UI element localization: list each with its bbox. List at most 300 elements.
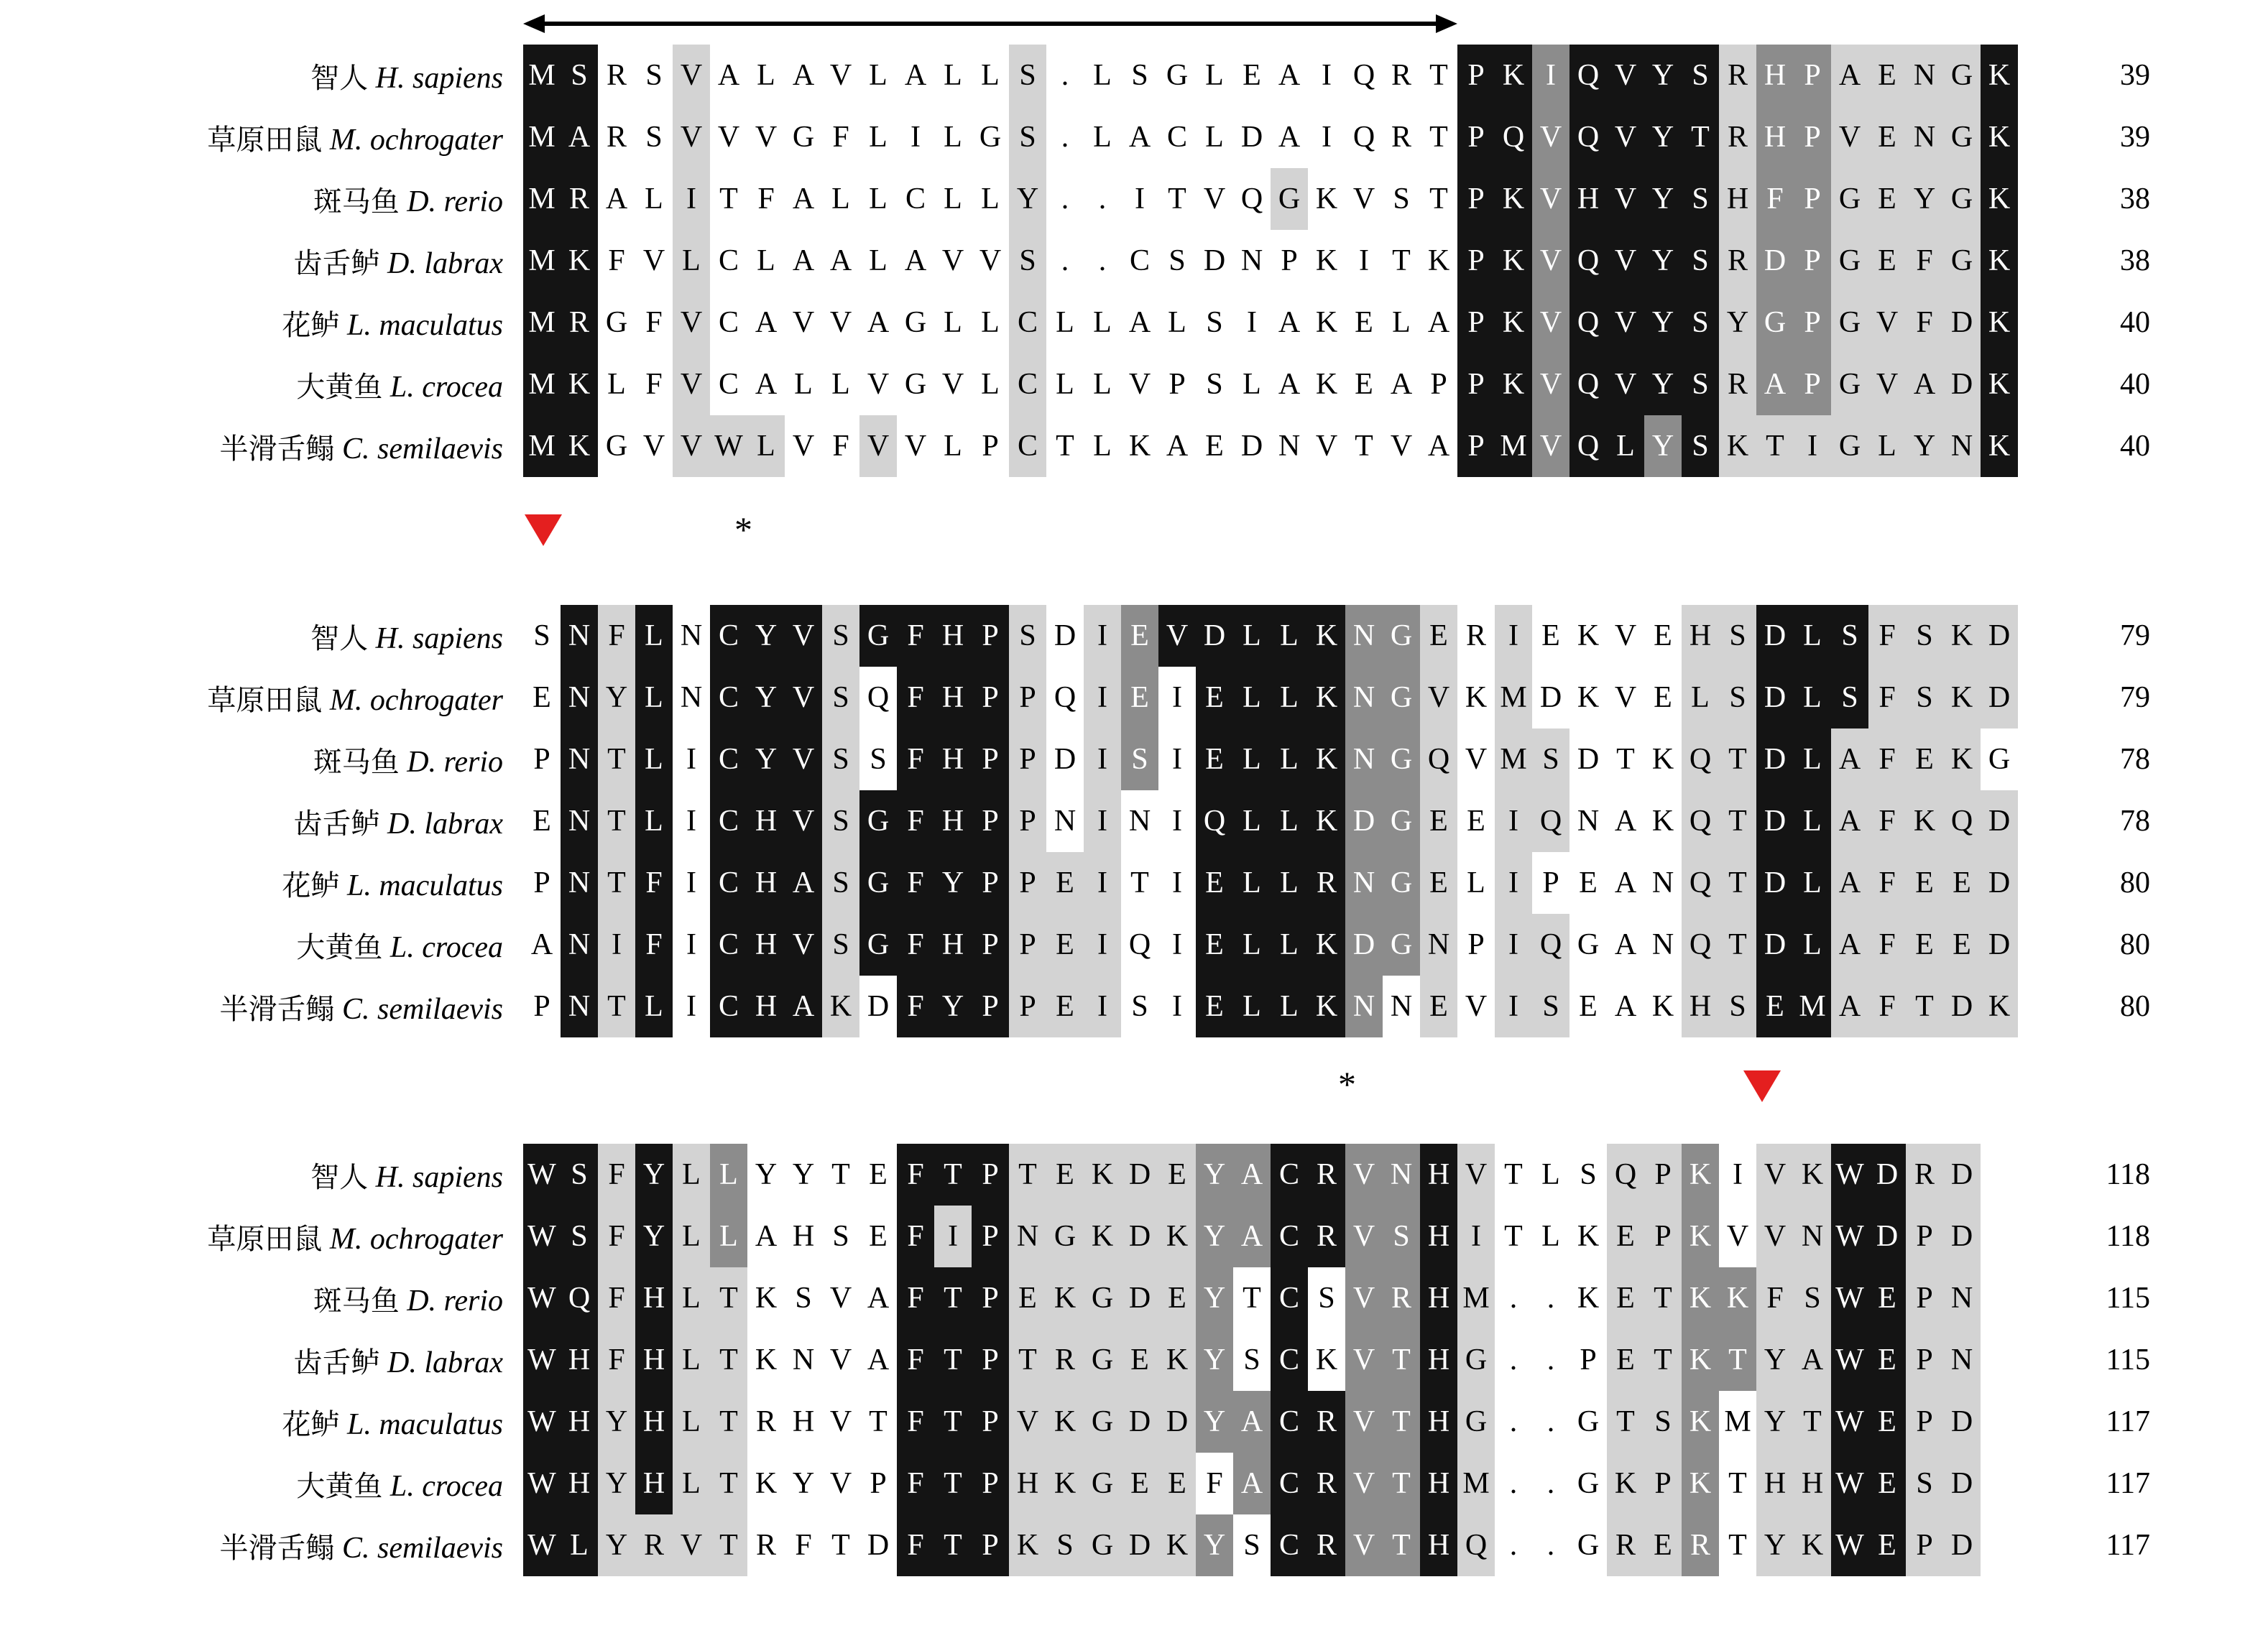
- residue-cell: Y: [598, 1453, 635, 1514]
- species-label: [0, 1216, 523, 1257]
- residue-cell: S: [822, 852, 859, 914]
- residue-cell: L: [859, 106, 897, 168]
- residue-cell: A: [859, 292, 897, 353]
- species-label-latin: L. maculatus: [339, 308, 503, 342]
- residue-cell: K: [1943, 667, 1981, 728]
- residue-cell: L: [635, 168, 673, 230]
- residue-cell: H: [785, 1206, 822, 1267]
- residue-cell: E: [1644, 667, 1682, 728]
- residue-cell: L: [1794, 667, 1831, 728]
- residue-cell: A: [1271, 292, 1308, 353]
- residue-cell: W: [710, 415, 747, 477]
- residue-cell: F: [598, 605, 635, 667]
- residue-cell: K: [1569, 667, 1607, 728]
- residue-cell: E: [1569, 976, 1607, 1037]
- residue-cell: E: [1868, 1514, 1906, 1576]
- residue-cell: L: [1046, 292, 1084, 353]
- species-label-latin: C. semilaevis: [334, 432, 503, 466]
- residue-cell: L: [1233, 914, 1271, 976]
- residue-cell: P: [972, 728, 1009, 790]
- residue-cell: P: [972, 667, 1009, 728]
- residue-cell: I: [673, 728, 710, 790]
- residue-cell: .: [1495, 1391, 1532, 1453]
- residue-cell: Y: [635, 1206, 673, 1267]
- residue-cell: S: [1719, 667, 1756, 728]
- residue-cell: P: [972, 1206, 1009, 1267]
- residue-cell: E: [859, 1206, 897, 1267]
- species-label-latin: C. semilaevis: [334, 992, 503, 1026]
- residue-cell: L: [1794, 728, 1831, 790]
- residue-cell: V: [822, 45, 859, 106]
- residue-cell: G: [1981, 728, 2018, 790]
- species-label: [0, 302, 523, 343]
- species-label-latin: D. rerio: [399, 185, 503, 218]
- residue-sequence: [523, 292, 2018, 353]
- residue-cell: F: [897, 1206, 934, 1267]
- species-label-cn: 花鲈: [282, 1407, 340, 1441]
- residue-cell: N: [1345, 976, 1383, 1037]
- residue-cell: T: [1719, 728, 1756, 790]
- species-label: [0, 364, 523, 405]
- residue-cell: M: [1495, 415, 1532, 477]
- residue-cell: V: [1196, 168, 1233, 230]
- residue-cell: S: [1233, 1329, 1271, 1391]
- residue-cell: T: [1046, 415, 1084, 477]
- species-label-latin: H. sapiens: [368, 61, 503, 95]
- residue-cell: S: [1794, 1267, 1831, 1329]
- residue-cell: A: [1271, 106, 1308, 168]
- residue-cell: K: [1308, 353, 1345, 415]
- residue-cell: K: [1495, 292, 1532, 353]
- residue-cell: M: [1457, 1453, 1495, 1514]
- residue-cell: K: [1644, 976, 1682, 1037]
- residue-cell: F: [897, 605, 934, 667]
- species-label-cn: 齿舌鲈: [293, 1346, 380, 1379]
- residue-cell: N: [1420, 914, 1457, 976]
- alignment-row: [0, 168, 2268, 230]
- residue-cell: .: [1084, 230, 1121, 292]
- residue-cell: L: [1607, 415, 1644, 477]
- species-label-latin: L. maculatus: [339, 869, 503, 902]
- residue-cell: S: [635, 106, 673, 168]
- residue-cell: Y: [598, 1391, 635, 1453]
- residue-cell: N: [1046, 790, 1084, 852]
- species-label: [0, 986, 523, 1027]
- residue-cell: L: [598, 353, 635, 415]
- residue-cell: [1981, 1206, 2018, 1267]
- residue-cell: Q: [1569, 353, 1607, 415]
- residue-cell: C: [710, 292, 747, 353]
- residue-cell: A: [1121, 292, 1158, 353]
- residue-cell: E: [859, 1144, 897, 1206]
- residue-cell: H: [1569, 168, 1607, 230]
- residue-cell: L: [972, 168, 1009, 230]
- residue-cell: D: [1756, 667, 1794, 728]
- residue-cell: Y: [747, 1144, 785, 1206]
- residue-cell: F: [897, 1453, 934, 1514]
- alignment-row: [0, 976, 2268, 1037]
- residue-cell: L: [1084, 353, 1121, 415]
- residue-cell: A: [785, 168, 822, 230]
- residue-cell: K: [1158, 1206, 1196, 1267]
- residue-cell: K: [1794, 1144, 1831, 1206]
- residue-cell: G: [1383, 728, 1420, 790]
- residue-cell: D: [1756, 605, 1794, 667]
- residue-cell: A: [1607, 976, 1644, 1037]
- residue-cell: T: [822, 1144, 859, 1206]
- residue-cell: N: [561, 976, 598, 1037]
- alignment-row: [0, 605, 2268, 667]
- residue-cell: Y: [1644, 353, 1682, 415]
- residue-cell: Y: [1644, 106, 1682, 168]
- residue-cell: D: [1868, 1206, 1906, 1267]
- residue-cell: I: [1457, 1206, 1495, 1267]
- residue-cell: K: [1495, 45, 1532, 106]
- residue-cell: F: [897, 1514, 934, 1576]
- residue-cell: L: [673, 1144, 710, 1206]
- residue-cell: I: [1084, 976, 1121, 1037]
- residue-cell: K: [1046, 1267, 1084, 1329]
- residue-cell: L: [785, 353, 822, 415]
- residue-cell: L: [1794, 605, 1831, 667]
- residue-cell: A: [1233, 1453, 1271, 1514]
- residue-position-number: 79: [2120, 681, 2150, 714]
- residue-cell: I: [1794, 415, 1831, 477]
- residue-cell: V: [1756, 1144, 1794, 1206]
- residue-cell: Y: [598, 1514, 635, 1576]
- residue-cell: E: [1607, 1206, 1644, 1267]
- residue-cell: L: [1196, 106, 1233, 168]
- residue-cell: S: [1906, 667, 1943, 728]
- residue-cell: .: [1532, 1329, 1569, 1391]
- residue-cell: A: [561, 106, 598, 168]
- residue-cell: V: [934, 353, 972, 415]
- residue-cell: S: [1682, 45, 1719, 106]
- residue-cell: F: [1906, 292, 1943, 353]
- species-label-cn: 半滑舌鳎: [219, 992, 335, 1026]
- residue-cell: K: [1308, 667, 1345, 728]
- residue-cell: H: [747, 976, 785, 1037]
- residue-cell: K: [1682, 1267, 1719, 1329]
- residue-cell: V: [1607, 292, 1644, 353]
- species-label: [0, 241, 523, 282]
- residue-cell: P: [1906, 1391, 1943, 1453]
- residue-cell: Y: [1196, 1329, 1233, 1391]
- residue-cell: S: [1831, 667, 1868, 728]
- residue-cell: R: [1719, 106, 1756, 168]
- residue-cell: V: [673, 292, 710, 353]
- residue-cell: Y: [1756, 1514, 1794, 1576]
- residue-cell: D: [1569, 728, 1607, 790]
- residue-cell: K: [1308, 292, 1345, 353]
- residue-cell: N: [1345, 852, 1383, 914]
- residue-cell: P: [972, 1391, 1009, 1453]
- residue-cell: D: [1196, 230, 1233, 292]
- residue-cell: P: [1794, 230, 1831, 292]
- residue-cell: P: [1906, 1267, 1943, 1329]
- residue-cell: V: [1532, 230, 1569, 292]
- residue-cell: K: [1084, 1206, 1121, 1267]
- residue-cell: Q: [1345, 106, 1383, 168]
- residue-cell: N: [561, 790, 598, 852]
- residue-cell: D: [1943, 353, 1981, 415]
- residue-cell: L: [934, 106, 972, 168]
- residue-cell: C: [1009, 292, 1046, 353]
- residue-cell: E: [1196, 728, 1233, 790]
- residue-cell: R: [1719, 353, 1756, 415]
- residue-cell: Y: [1644, 415, 1682, 477]
- residue-cell: L: [1271, 914, 1308, 976]
- residue-cell: A: [859, 1267, 897, 1329]
- residue-cell: G: [1943, 168, 1981, 230]
- residue-cell: N: [561, 914, 598, 976]
- residue-cell: V: [822, 292, 859, 353]
- residue-cell: A: [1607, 790, 1644, 852]
- residue-cell: L: [1233, 790, 1271, 852]
- residue-cell: W: [523, 1453, 561, 1514]
- residue-cell: Q: [1569, 415, 1607, 477]
- residue-cell: W: [523, 1391, 561, 1453]
- residue-cell: G: [1383, 605, 1420, 667]
- residue-cell: K: [1308, 728, 1345, 790]
- residue-cell: C: [1158, 106, 1196, 168]
- residue-cell: T: [1383, 1514, 1420, 1576]
- residue-cell: L: [1532, 1206, 1569, 1267]
- residue-cell: F: [1868, 976, 1906, 1037]
- residue-cell: E: [1868, 106, 1906, 168]
- residue-cell: T: [710, 1329, 747, 1391]
- residue-cell: T: [1719, 852, 1756, 914]
- residue-cell: K: [1009, 1514, 1046, 1576]
- residue-cell: T: [1719, 1453, 1756, 1514]
- residue-cell: T: [710, 1267, 747, 1329]
- residue-sequence: [523, 667, 2018, 728]
- residue-cell: L: [1084, 106, 1121, 168]
- residue-cell: H: [934, 790, 972, 852]
- residue-cell: L: [822, 353, 859, 415]
- residue-cell: G: [1569, 1391, 1607, 1453]
- residue-cell: Y: [785, 1144, 822, 1206]
- residue-cell: S: [822, 914, 859, 976]
- residue-cell: I: [1495, 914, 1532, 976]
- residue-cell: D: [1121, 1267, 1158, 1329]
- residue-cell: D: [1532, 667, 1569, 728]
- residue-cell: P: [523, 728, 561, 790]
- residue-cell: P: [1906, 1329, 1943, 1391]
- species-label-latin: L. maculatus: [339, 1407, 503, 1441]
- residue-cell: P: [972, 415, 1009, 477]
- residue-cell: V: [1420, 667, 1457, 728]
- residue-cell: K: [1308, 914, 1345, 976]
- residue-cell: N: [1345, 728, 1383, 790]
- residue-cell: M: [523, 353, 561, 415]
- residue-cell: .: [1495, 1267, 1532, 1329]
- species-label-cn: 草原田鼠: [207, 1222, 323, 1256]
- residue-cell: V: [822, 1329, 859, 1391]
- residue-cell: H: [934, 667, 972, 728]
- residue-cell: L: [859, 168, 897, 230]
- residue-cell: H: [1682, 605, 1719, 667]
- residue-cell: T: [1383, 1453, 1420, 1514]
- residue-position-number: 80: [2120, 928, 2150, 961]
- residue-cell: H: [785, 1391, 822, 1453]
- residue-cell: P: [972, 790, 1009, 852]
- residue-cell: A: [1158, 415, 1196, 477]
- residue-cell: C: [1271, 1206, 1308, 1267]
- residue-cell: T: [1121, 852, 1158, 914]
- residue-cell: H: [1420, 1453, 1457, 1514]
- residue-cell: S: [1121, 976, 1158, 1037]
- residue-cell: V: [710, 106, 747, 168]
- residue-cell: A: [1607, 914, 1644, 976]
- residue-cell: R: [1457, 605, 1495, 667]
- residue-cell: L: [859, 45, 897, 106]
- residue-cell: V: [1532, 168, 1569, 230]
- residue-cell: G: [1943, 45, 1981, 106]
- species-label: [0, 677, 523, 718]
- residue-cell: G: [785, 106, 822, 168]
- residue-cell: G: [1271, 168, 1308, 230]
- residue-cell: E: [1420, 976, 1457, 1037]
- residue-cell: P: [1794, 168, 1831, 230]
- residue-cell: N: [1271, 415, 1308, 477]
- residue-cell: S: [1569, 1144, 1607, 1206]
- residue-cell: K: [1084, 1144, 1121, 1206]
- residue-cell: T: [1009, 1329, 1046, 1391]
- residue-cell: R: [1308, 1391, 1345, 1453]
- residue-cell: T: [1607, 728, 1644, 790]
- residue-cell: I: [897, 106, 934, 168]
- residue-cell: Y: [1196, 1391, 1233, 1453]
- residue-cell: M: [1719, 1391, 1756, 1453]
- residue-cell: C: [1271, 1329, 1308, 1391]
- residue-cell: F: [822, 106, 859, 168]
- residue-cell: Q: [1682, 790, 1719, 852]
- residue-cell: G: [859, 852, 897, 914]
- residue-sequence: [523, 45, 2018, 106]
- residue-cell: N: [561, 728, 598, 790]
- residue-cell: P: [1420, 353, 1457, 415]
- residue-cell: G: [1084, 1514, 1121, 1576]
- residue-cell: G: [1831, 353, 1868, 415]
- residue-cell: Q: [859, 667, 897, 728]
- residue-cell: N: [1943, 1267, 1981, 1329]
- residue-cell: F: [635, 914, 673, 976]
- residue-cell: T: [1383, 1391, 1420, 1453]
- residue-cell: S: [561, 1144, 598, 1206]
- residue-cell: D: [1121, 1514, 1158, 1576]
- residue-cell: A: [897, 230, 934, 292]
- residue-position-number: 118: [2106, 1158, 2150, 1191]
- residue-cell: E: [1906, 852, 1943, 914]
- residue-cell: K: [822, 976, 859, 1037]
- species-label: [0, 801, 523, 842]
- residue-cell: S: [1906, 1453, 1943, 1514]
- residue-cell: T: [1906, 976, 1943, 1037]
- residue-cell: T: [1420, 45, 1457, 106]
- residue-cell: M: [1495, 667, 1532, 728]
- residue-cell: E: [1868, 1267, 1906, 1329]
- residue-cell: S: [1196, 353, 1233, 415]
- species-label-latin: D. labrax: [379, 1346, 503, 1379]
- residue-cell: C: [710, 976, 747, 1037]
- residue-cell: V: [1532, 292, 1569, 353]
- residue-cell: R: [598, 45, 635, 106]
- residue-cell: I: [1495, 605, 1532, 667]
- residue-cell: L: [1271, 728, 1308, 790]
- residue-position-number: 39: [2120, 121, 2150, 154]
- residue-cell: A: [1756, 353, 1794, 415]
- residue-cell: .: [1495, 1453, 1532, 1514]
- residue-sequence: [523, 1453, 2018, 1514]
- species-label-cn: 半滑舌鳎: [219, 432, 335, 466]
- residue-cell: L: [1046, 353, 1084, 415]
- residue-cell: W: [1831, 1391, 1868, 1453]
- residue-position-number: 117: [2106, 1467, 2150, 1500]
- residue-cell: H: [1420, 1514, 1457, 1576]
- residue-cell: F: [822, 415, 859, 477]
- residue-cell: K: [1569, 1206, 1607, 1267]
- residue-cell: K: [1569, 605, 1607, 667]
- residue-cell: A: [1794, 1329, 1831, 1391]
- residue-cell: Y: [1644, 292, 1682, 353]
- residue-cell: K: [1308, 790, 1345, 852]
- alignment-row: [0, 45, 2268, 106]
- residue-cell: N: [1794, 1206, 1831, 1267]
- residue-cell: E: [1868, 168, 1906, 230]
- residue-cell: G: [1756, 292, 1794, 353]
- residue-cell: S: [1009, 106, 1046, 168]
- species-label-cn: 智人: [310, 621, 369, 655]
- residue-cell: K: [747, 1267, 785, 1329]
- residue-cell: S: [785, 1267, 822, 1329]
- residue-cell: K: [1719, 415, 1756, 477]
- residue-cell: S: [1233, 1514, 1271, 1576]
- residue-cell: E: [1756, 976, 1794, 1037]
- species-label-cn: 草原田鼠: [207, 683, 323, 717]
- residue-cell: M: [523, 230, 561, 292]
- residue-cell: .: [1084, 168, 1121, 230]
- residue-cell: F: [897, 1391, 934, 1453]
- residue-sequence: [523, 790, 2018, 852]
- residue-cell: R: [1308, 1453, 1345, 1514]
- residue-cell: P: [972, 1329, 1009, 1391]
- residue-cell: D: [859, 976, 897, 1037]
- residue-cell: A: [1906, 353, 1943, 415]
- residue-cell: P: [1569, 1329, 1607, 1391]
- residue-cell: T: [598, 852, 635, 914]
- residue-cell: M: [523, 45, 561, 106]
- residue-cell: E: [1420, 852, 1457, 914]
- residue-cell: Q: [1569, 45, 1607, 106]
- residue-cell: D: [1756, 790, 1794, 852]
- residue-cell: G: [1457, 1391, 1495, 1453]
- residue-cell: A: [859, 1329, 897, 1391]
- residue-sequence: [523, 1206, 2018, 1267]
- residue-cell: [1981, 1267, 2018, 1329]
- residue-cell: C: [1271, 1267, 1308, 1329]
- residue-cell: F: [635, 292, 673, 353]
- residue-cell: S: [1121, 728, 1158, 790]
- residue-cell: E: [1457, 790, 1495, 852]
- residue-cell: E: [1420, 605, 1457, 667]
- residue-cell: V: [673, 106, 710, 168]
- residue-cell: V: [1457, 976, 1495, 1037]
- residue-cell: G: [1084, 1267, 1121, 1329]
- residue-cell: S: [1532, 728, 1569, 790]
- residue-cell: H: [747, 852, 785, 914]
- residue-cell: I: [1158, 667, 1196, 728]
